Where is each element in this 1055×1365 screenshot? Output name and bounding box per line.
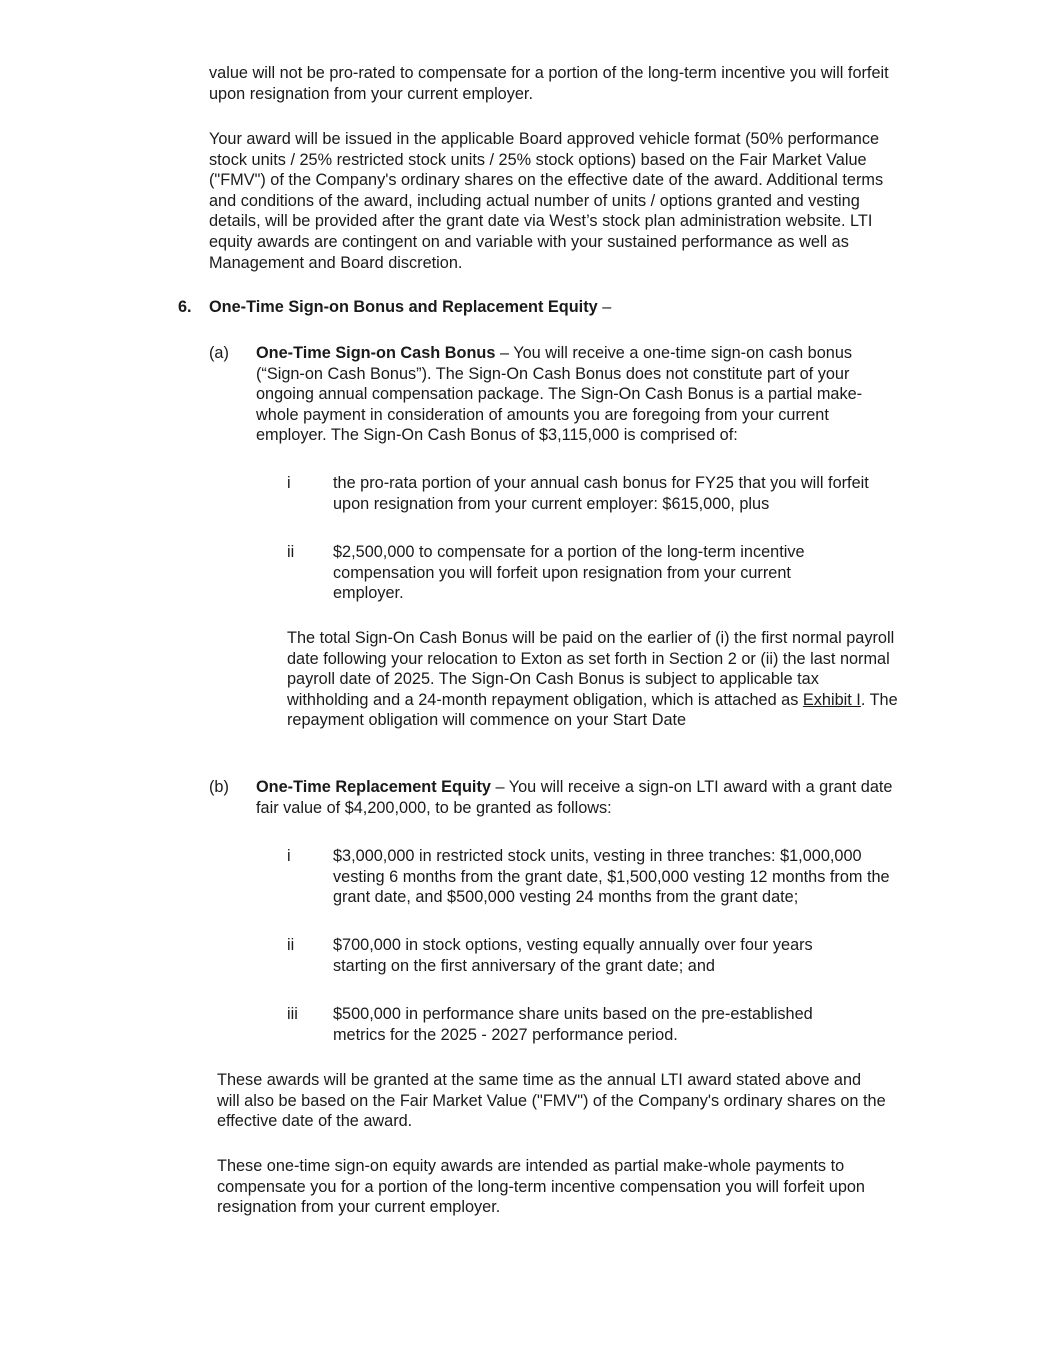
b-item-1-text: $3,000,000 in restricted stock units, vesting in three tranches: $1,000,000 vesting 6 months from the grant date, $1,500,000 vesting 12 months from the grant date, and $500,000 vesting 24 months from the grant date; [333,847,890,907]
section-title-dash: – [597,298,612,316]
subsection-a-title: One-Time Sign-on Cash Bonus [256,344,496,362]
closing-paragraph-1: These awards will be granted at the same time as the annual LTI award stated above and will also be based on the Fair Market Value ("FMV") of the Company's ordinary shares on the effective date of the award. [217,1071,886,1131]
a-item-2-label: ii [287,543,295,561]
subsection-b-title: One-Time Replacement Equity [256,778,491,796]
a-item-1-text: the pro-rata portion of your annual cash bonus for FY25 that you will forfeit upon resignation from your current employer: $615,000, plus [333,474,869,513]
b-item-3-text: $500,000 in performance share units based on the pre-established metrics for the 2025 - 2027 performance period. [333,1005,813,1044]
b-item-2-text: $700,000 in stock options, vesting equally annually over four years starting on the first anniversary of the grant date; and [333,936,813,975]
intro-paragraph-2: Your award will be issued in the applicable Board approved vehicle format (50% performance stock units / 25% restricted stock units / 25% stock options) based on the Fair Market Value ("FMV") of the Company's ordinary shares on the effective date of the award. Additional terms and conditions of the award, including actual number of units / options granted and vesting details, will be provided after the grant date via West’s stock plan administration website. LTI equity awards are contingent on and variable with your sustained performance as well as Management and Board discretion. [209,130,884,272]
payment-text-1: The total Sign-On Cash Bonus will be paid on the earlier of (i) the first normal payroll date following your relocation to Exton as set forth in Section 2 or (ii) the last normal payroll date of 2025. The Sign-On Cash Bonus is subject to applicable tax withholding and a 24-month repayment obligation, which is attached as [287,629,895,709]
intro-paragraph-1: value will not be pro-rated to compensate for a portion of the long-term incentive you will forfeit upon resignation from your current employer. [209,64,889,103]
closing-paragraph-2: These one-time sign-on equity awards are intended as partial make-whole payments to compensate you for a portion of the long-term incentive compensation you will forfeit upon resignation from your current employer. [217,1157,865,1217]
section-number: 6. [178,298,192,316]
b-item-1-label: i [287,847,291,865]
b-item-2-label: ii [287,936,295,954]
exhibit-i-link[interactable]: Exhibit I [802,690,861,709]
subsection-a-text [256,343,901,446]
subsection-b-label: (b) [209,778,229,796]
a-payment-paragraph [287,628,899,731]
b-item-3-label: iii [287,1005,298,1023]
subsection-a-label: (a) [209,344,229,362]
a-item-1-label: i [287,474,291,492]
section-6-heading [178,297,898,318]
payment-text-2: . The repayment obligation will commence on your Start Date [287,690,898,730]
subsection-b-text [256,777,901,818]
subsection-b-body: – You will receive a sign-on LTI award with a grant date fair value of $4,200,000, to be granted as follows: [256,778,893,817]
subsection-a-body: – You will receive a one-time sign-on cash bonus (“Sign-on Cash Bonus”). The Sign-On Cash Bonus does not constitute part of your ongoing annual compensation package. The Sign-On Cash Bonus is a partial make-whole payment in consideration of amounts you are foregoing from your current employer. The Sign-On Cash Bonus of $3,115,000 is comprised of: [256,344,863,445]
a-item-2-text: $2,500,000 to compensate for a portion of the long-term incentive compensation you will forfeit upon resignation from your current employer. [333,543,805,603]
section-title: One-Time Sign-on Bonus and Replacement Equity [209,298,598,316]
